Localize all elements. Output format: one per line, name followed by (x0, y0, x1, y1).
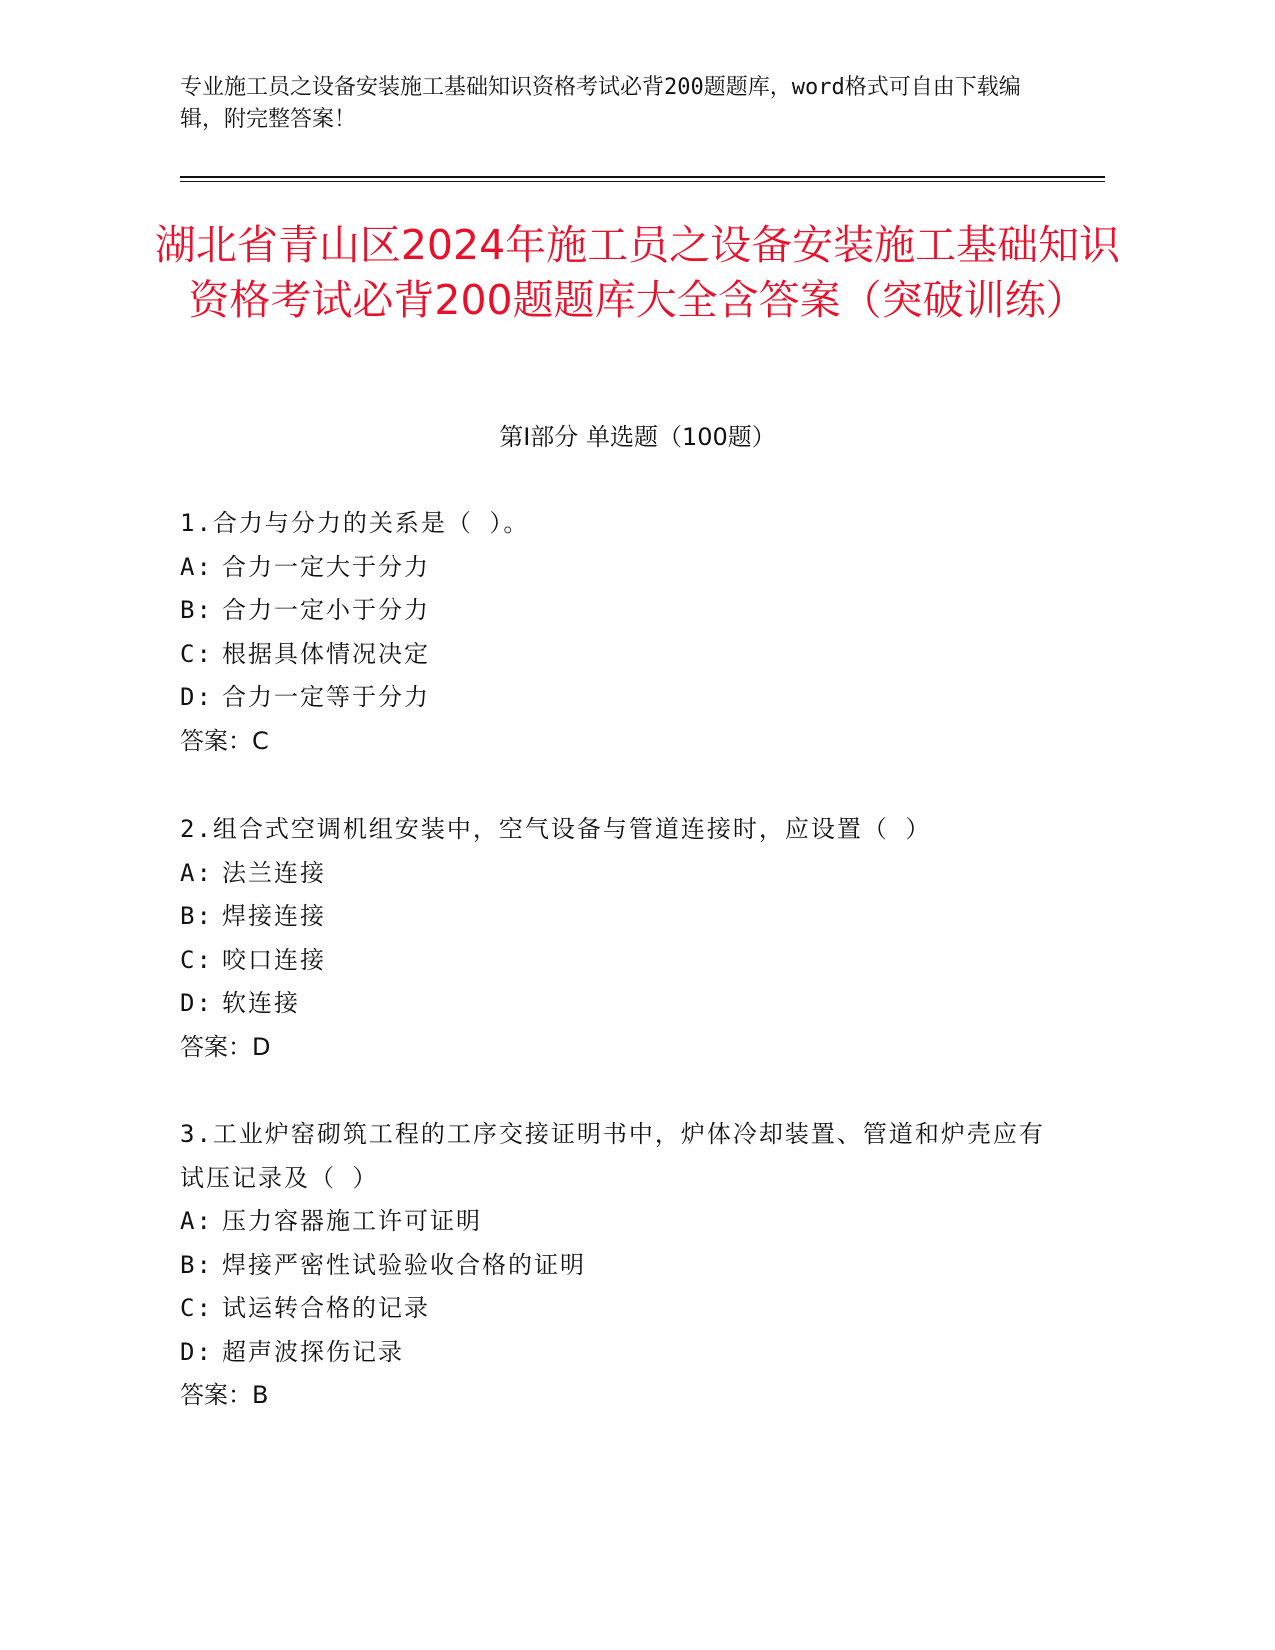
option-key: C: (180, 639, 213, 668)
option-c (180, 939, 1060, 983)
document-title: 湖北省青山区2024年施工员之设备安装施工基础知识资格考试必背200题题库大全含答案（突破训练） (154, 221, 1121, 324)
option-text: 压力容器施工许可证明 (222, 1207, 482, 1235)
header-note: 专业施工员之设备安装施工基础知识资格考试必背200题题库，word格式可自由下载编辑，附完整答案！ (180, 75, 1021, 132)
option-c (180, 1287, 1060, 1331)
section-heading: 第Ⅰ部分 单选题（100题） (499, 423, 776, 451)
option-d (180, 676, 1060, 720)
header-divider-thin (180, 181, 1105, 182)
option-d (180, 982, 1060, 1026)
option-a (180, 1200, 1060, 1244)
answer-line: 答案：D (180, 1032, 271, 1061)
question-stem: 2.组合式空调机组安装中，空气设备与管道连接时，应设置（ ） (180, 815, 932, 843)
option-a (180, 546, 1060, 590)
option-text: 合力一定小于分力 (222, 596, 430, 624)
question-stem: 1.合力与分力的关系是（ ）。 (180, 509, 530, 537)
option-text: 根据具体情况决定 (222, 639, 430, 668)
header-divider-thick (180, 176, 1105, 178)
option-key: B: (180, 1250, 213, 1279)
option-text: 咬口连接 (222, 945, 326, 974)
option-a (180, 852, 1060, 896)
question-3 (180, 1113, 1060, 1418)
option-key: A: (180, 1207, 213, 1235)
option-key: A: (180, 858, 213, 887)
option-text: 软连接 (222, 989, 300, 1017)
option-text: 合力一定等于分力 (222, 683, 430, 711)
option-key: B: (180, 596, 213, 624)
option-key: C: (180, 1294, 213, 1322)
option-b (180, 589, 1060, 633)
option-key: D: (180, 1337, 213, 1366)
option-d (180, 1331, 1060, 1375)
option-text: 超声波探伤记录 (222, 1337, 404, 1366)
option-text: 合力一定大于分力 (222, 552, 430, 581)
option-b (180, 1244, 1060, 1288)
question-1 (180, 502, 1060, 763)
question-stem: 3.工业炉窑砌筑工程的工序交接证明书中，炉体冷却装置、管道和炉壳应有试压记录及（ ） (180, 1120, 1045, 1192)
option-key: D: (180, 989, 213, 1017)
option-c (180, 633, 1060, 677)
option-b (180, 895, 1060, 939)
option-key: C: (180, 945, 213, 974)
answer-line: 答案：B (180, 1381, 269, 1409)
option-key: B: (180, 902, 213, 930)
option-text: 法兰连接 (222, 858, 326, 887)
question-2 (180, 808, 1060, 1069)
option-text: 试运转合格的记录 (222, 1294, 430, 1322)
option-text: 焊接连接 (222, 902, 326, 930)
option-text: 焊接严密性试验验收合格的证明 (222, 1250, 586, 1279)
option-key: A: (180, 552, 213, 581)
option-key: D: (180, 683, 213, 711)
answer-line: 答案：C (180, 726, 269, 755)
